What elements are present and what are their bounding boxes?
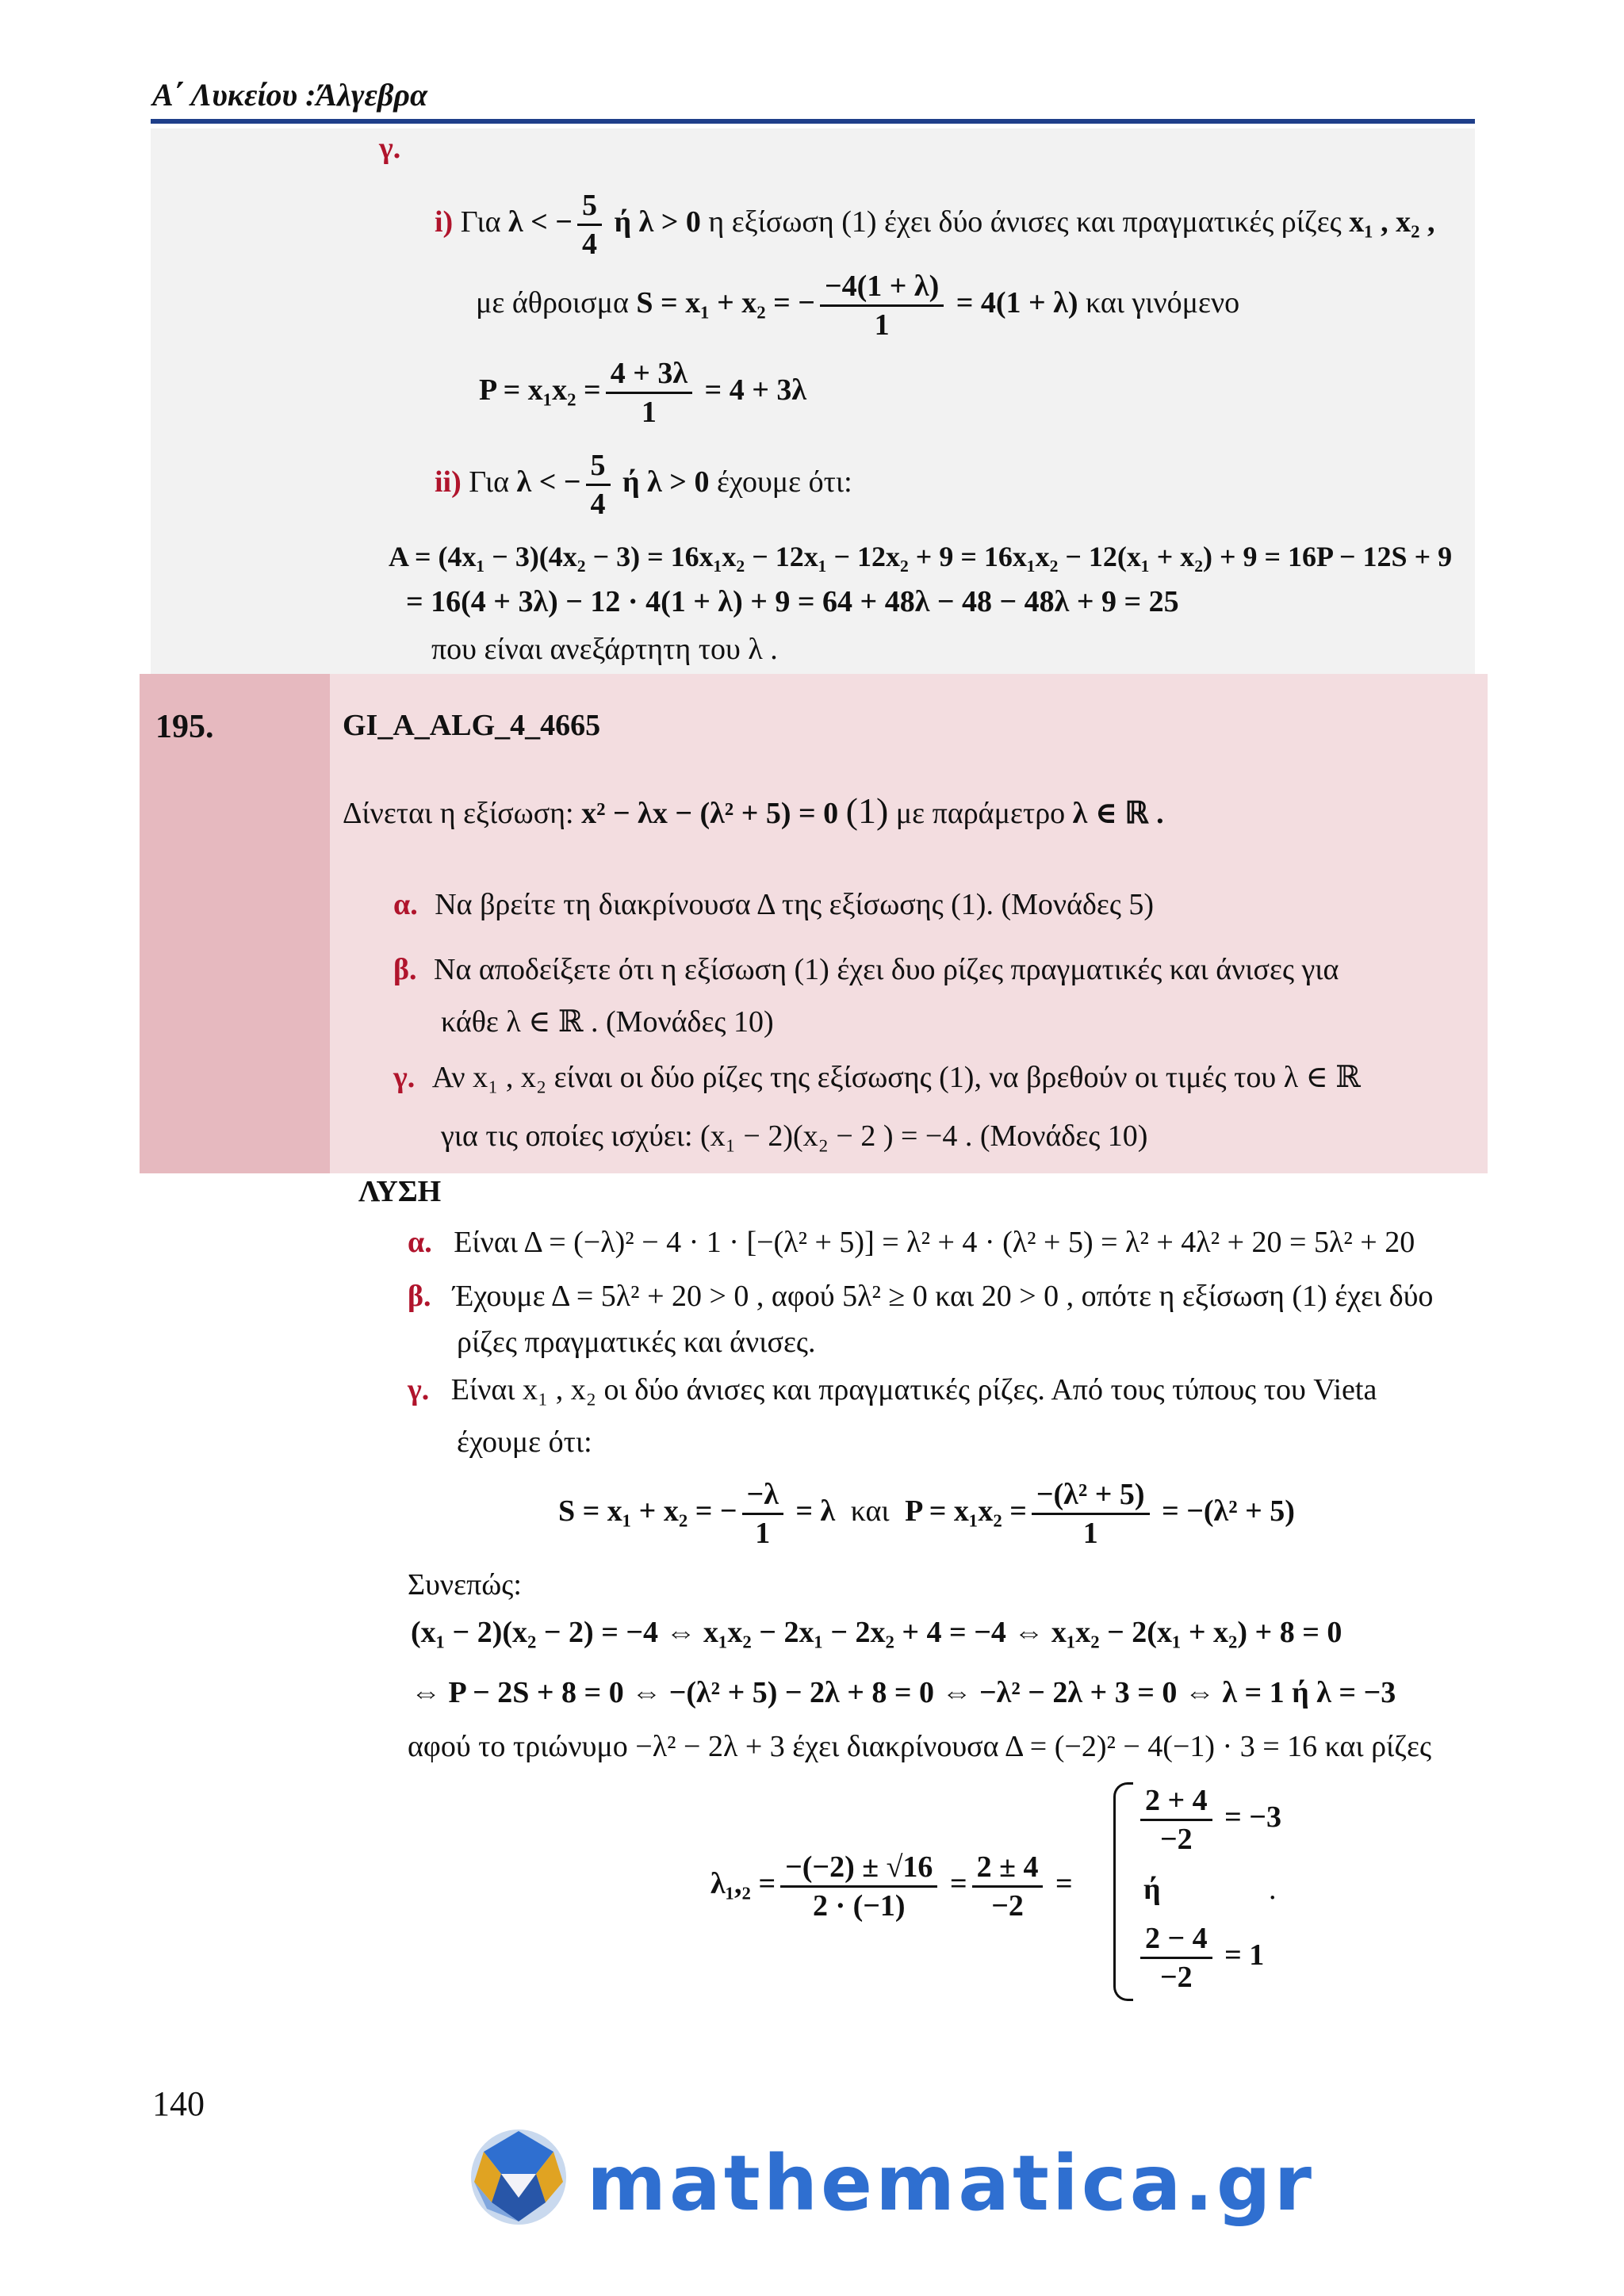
problem-code: GI_A_ALG_4_4665 bbox=[343, 709, 601, 742]
problem-number: 195. bbox=[155, 709, 214, 745]
frac-den: 1 bbox=[641, 396, 657, 429]
header-rule bbox=[151, 119, 1475, 124]
sum-lhs: S = x₁ + x₂ = − bbox=[636, 286, 815, 320]
frac-num: 2 − 4 bbox=[1140, 1923, 1212, 1959]
prev-item-ii bbox=[435, 450, 852, 519]
problem-question-c-cont: για τις οποίες ισχύει: (x₁ − 2)(x₂ − 2 ) = −4 . (Μονάδες 10) bbox=[441, 1119, 1148, 1153]
item-ii-or: ή bbox=[622, 465, 640, 499]
frac-num: −(−2) ± √16 bbox=[780, 1852, 937, 1888]
page-header: Α΄ Λυκείου :Άλγεβρα bbox=[152, 77, 428, 113]
prod-lhs: P = x₁x₂ = bbox=[479, 373, 601, 408]
vieta-p-lhs: P = x₁x₂ = bbox=[905, 1494, 1027, 1529]
solution-b bbox=[408, 1281, 1433, 1311]
item-ii-text-b: έχουμε ότι: bbox=[716, 465, 852, 499]
given-param: λ ∈ ℝ . bbox=[1072, 797, 1164, 830]
solution-c-cont: έχουμε ότι: bbox=[457, 1425, 592, 1459]
prev-A-line1: A = (4x₁ − 3)(4x₂ − 3) = 16x₁x₂ − 12x₁ − 12x₂ + 9 = 16x₁x₂ − 12(x₁ + x₂) + 9 = 16P − 12S + 9 bbox=[389, 541, 1453, 572]
roots-formula bbox=[710, 1852, 1073, 1921]
frac-num: 4 + 3λ bbox=[606, 358, 692, 394]
problem-question-a bbox=[393, 890, 1154, 920]
given-equation: x² − λx − (λ² + 5) = 0 bbox=[581, 797, 839, 830]
problem-given bbox=[343, 790, 1164, 831]
end-dot: . bbox=[1269, 1873, 1277, 1906]
item-i-roots: x₁ , x₂ , bbox=[1349, 205, 1435, 239]
question-b-label: β. bbox=[393, 953, 417, 986]
vieta-and: και bbox=[850, 1494, 890, 1529]
solution-c-label: γ. bbox=[408, 1373, 430, 1406]
given-text-b: με παράμετρο bbox=[895, 797, 1066, 830]
item-i-cond-a: λ < − bbox=[508, 205, 573, 239]
sum-rhs: = 4(1 + λ) bbox=[956, 286, 1078, 320]
frac-den: −2 bbox=[1160, 1961, 1193, 1994]
item-ii-text-a: Για bbox=[469, 465, 510, 499]
prev-product-line bbox=[479, 358, 806, 427]
frac-num: 2 + 4 bbox=[1140, 1785, 1212, 1821]
frac-den: 4 bbox=[581, 228, 597, 261]
problem-statement-cell bbox=[330, 674, 1488, 1173]
frac-den: 4 bbox=[590, 488, 606, 521]
case2-frac bbox=[1140, 1923, 1212, 1992]
question-c-text: Αν x₁ , x₂ είναι οι δύο ρίζες της εξίσωσης (1), να βρεθούν οι τιμές του λ ∈ ℝ bbox=[431, 1061, 1361, 1094]
prev-A-line2: = 16(4 + 3λ) − 12 · 4(1 + λ) + 9 = 64 + 48λ − 48 − 48λ + 9 = 25 bbox=[406, 585, 1179, 618]
frac-den: 1 bbox=[874, 308, 890, 342]
solution-a bbox=[408, 1227, 1415, 1257]
solution-line2: ⇔ P − 2S + 8 = 0 ⇔ −(λ² + 5) − 2λ + 8 = 0 ⇔ −λ² − 2λ + 3 = 0 ⇔ λ = 1 ή λ = −3 bbox=[411, 1676, 1396, 1709]
vieta-p-rhs: = −(λ² + 5) bbox=[1162, 1494, 1295, 1529]
equation-tag: (1) bbox=[845, 790, 889, 831]
question-b-text: Να αποδείξετε ότι η εξίσωση (1) έχει δυο ρίζες πραγματικές και άνισες για bbox=[434, 953, 1339, 986]
vieta-s-frac bbox=[742, 1479, 783, 1548]
vieta-formulas bbox=[558, 1479, 1295, 1548]
solution-b-text: Έχουμε Δ = 5λ² + 20 > 0 , αφού 5λ² ≥ 0 και 20 > 0 , οπότε η εξίσωση (1) έχει δύο bbox=[453, 1280, 1434, 1313]
item-ii-cond-a: λ < − bbox=[516, 465, 581, 499]
solution-line3: αφού το τριώνυμο −λ² − 2λ + 3 έχει διακρίνουσα Δ = (−2)² − 4(−1) · 3 = 16 και ρίζες bbox=[408, 1730, 1431, 1763]
frac-num: −4(1 + λ) bbox=[820, 271, 944, 307]
sum-frac bbox=[820, 271, 944, 340]
item-i-frac bbox=[577, 190, 602, 259]
solution-c bbox=[408, 1375, 1377, 1405]
frac-num: −(λ² + 5) bbox=[1032, 1479, 1150, 1515]
frac-den: 1 bbox=[755, 1517, 771, 1550]
solution-title: ΛΥΣΗ bbox=[358, 1175, 442, 1208]
solution-a-label: α. bbox=[408, 1226, 432, 1259]
case1-frac bbox=[1140, 1785, 1212, 1854]
problem-question-b-cont: κάθε λ ∈ ℝ . (Μονάδες 10) bbox=[441, 1005, 774, 1039]
frac-num: −λ bbox=[742, 1479, 783, 1515]
page-number: 140 bbox=[152, 2084, 205, 2123]
frac-den: 1 bbox=[1082, 1517, 1098, 1550]
prod-rhs: = 4 + 3λ bbox=[704, 373, 807, 408]
case2-rhs: = 1 bbox=[1224, 1938, 1265, 1973]
frac-den: −2 bbox=[1160, 1823, 1193, 1856]
frac-den: −2 bbox=[991, 1889, 1024, 1923]
logo-text: mathematica.gr bbox=[587, 2139, 1315, 2228]
case1-rhs: = −3 bbox=[1224, 1800, 1281, 1835]
problem-question-b bbox=[393, 955, 1339, 985]
item-ii-cond-b: λ > 0 bbox=[647, 465, 710, 499]
solution-b-label: β. bbox=[408, 1280, 431, 1313]
case-1 bbox=[1136, 1785, 1281, 1854]
case-2 bbox=[1136, 1923, 1264, 1992]
solution-line1: (x₁ − 2)(x₂ − 2) = −4 ⇔ x₁x₂ − 2x₁ − 2x₂ + 4 = −4 ⇔ x₁x₂ − 2(x₁ + x₂) + 8 = 0 bbox=[411, 1616, 1342, 1649]
question-a-text: Να βρείτε τη διακρίνουσα Δ της εξίσωσης (1). (Μονάδες 5) bbox=[435, 888, 1155, 921]
problem-question-c bbox=[393, 1062, 1361, 1093]
prev-independent: που είναι ανεξάρτητη του λ . bbox=[431, 633, 778, 666]
item-i-label: i) bbox=[435, 205, 454, 239]
item-ii-frac bbox=[586, 450, 611, 519]
therefore-label: Συνεπώς: bbox=[408, 1568, 522, 1601]
roots-eq2: = bbox=[1055, 1867, 1073, 1901]
question-c-label: γ. bbox=[393, 1061, 416, 1094]
prev-sum-line bbox=[476, 271, 1239, 340]
prev-item-i bbox=[435, 190, 1435, 259]
frac-num: 5 bbox=[577, 190, 602, 226]
roots-frac-2 bbox=[972, 1852, 1044, 1921]
site-logo[interactable] bbox=[468, 2133, 1315, 2228]
sum-text2: και γινόμενο bbox=[1086, 286, 1240, 320]
frac-den: 2 · (−1) bbox=[812, 1889, 906, 1923]
roots-frac-1 bbox=[780, 1852, 937, 1921]
vieta-s-lhs: S = x₁ + x₂ = − bbox=[558, 1494, 737, 1529]
solution-a-text: Είναι Δ = (−λ)² − 4 · 1 · [−(λ² + 5)] = λ² + 4 · (λ² + 5) = λ² + 4λ² + 20 = 5λ² + 20 bbox=[454, 1226, 1415, 1259]
vieta-s-rhs: = λ bbox=[795, 1494, 836, 1529]
item-i-or: ή bbox=[614, 205, 632, 239]
item-i-text-a: Για bbox=[460, 205, 501, 239]
roots-lhs: λ₁,₂ = bbox=[710, 1867, 776, 1901]
roots-eq: = bbox=[949, 1867, 967, 1901]
given-text-a: Δίνεται η εξίσωση: bbox=[343, 797, 574, 830]
polyhedron-icon bbox=[468, 2126, 571, 2229]
item-i-text-b: η εξίσωση (1) έχει δύο άνισες και πραγματικές ρίζες bbox=[708, 205, 1342, 239]
solution-b-cont: ρίζες πραγματικές και άνισες. bbox=[457, 1326, 816, 1359]
prod-frac bbox=[606, 358, 692, 427]
frac-num: 2 ± 4 bbox=[972, 1852, 1044, 1888]
item-i-cond-b: λ > 0 bbox=[638, 205, 701, 239]
frac-num: 5 bbox=[586, 450, 611, 486]
prev-gamma-label: γ. bbox=[379, 132, 401, 165]
solution-c-text: Είναι x₁ , x₂ οι δύο άνισες και πραγματικές ρίζες. Από τους τύπους του Vieta bbox=[450, 1373, 1377, 1406]
vieta-p-frac bbox=[1032, 1479, 1150, 1548]
sum-text: με άθροισμα bbox=[476, 286, 629, 320]
problem-number-cell bbox=[140, 674, 330, 1173]
cases-brace bbox=[1113, 1782, 1133, 2001]
question-a-label: α. bbox=[393, 888, 418, 921]
item-ii-label: ii) bbox=[435, 465, 462, 499]
case-or: ή bbox=[1143, 1873, 1161, 1906]
